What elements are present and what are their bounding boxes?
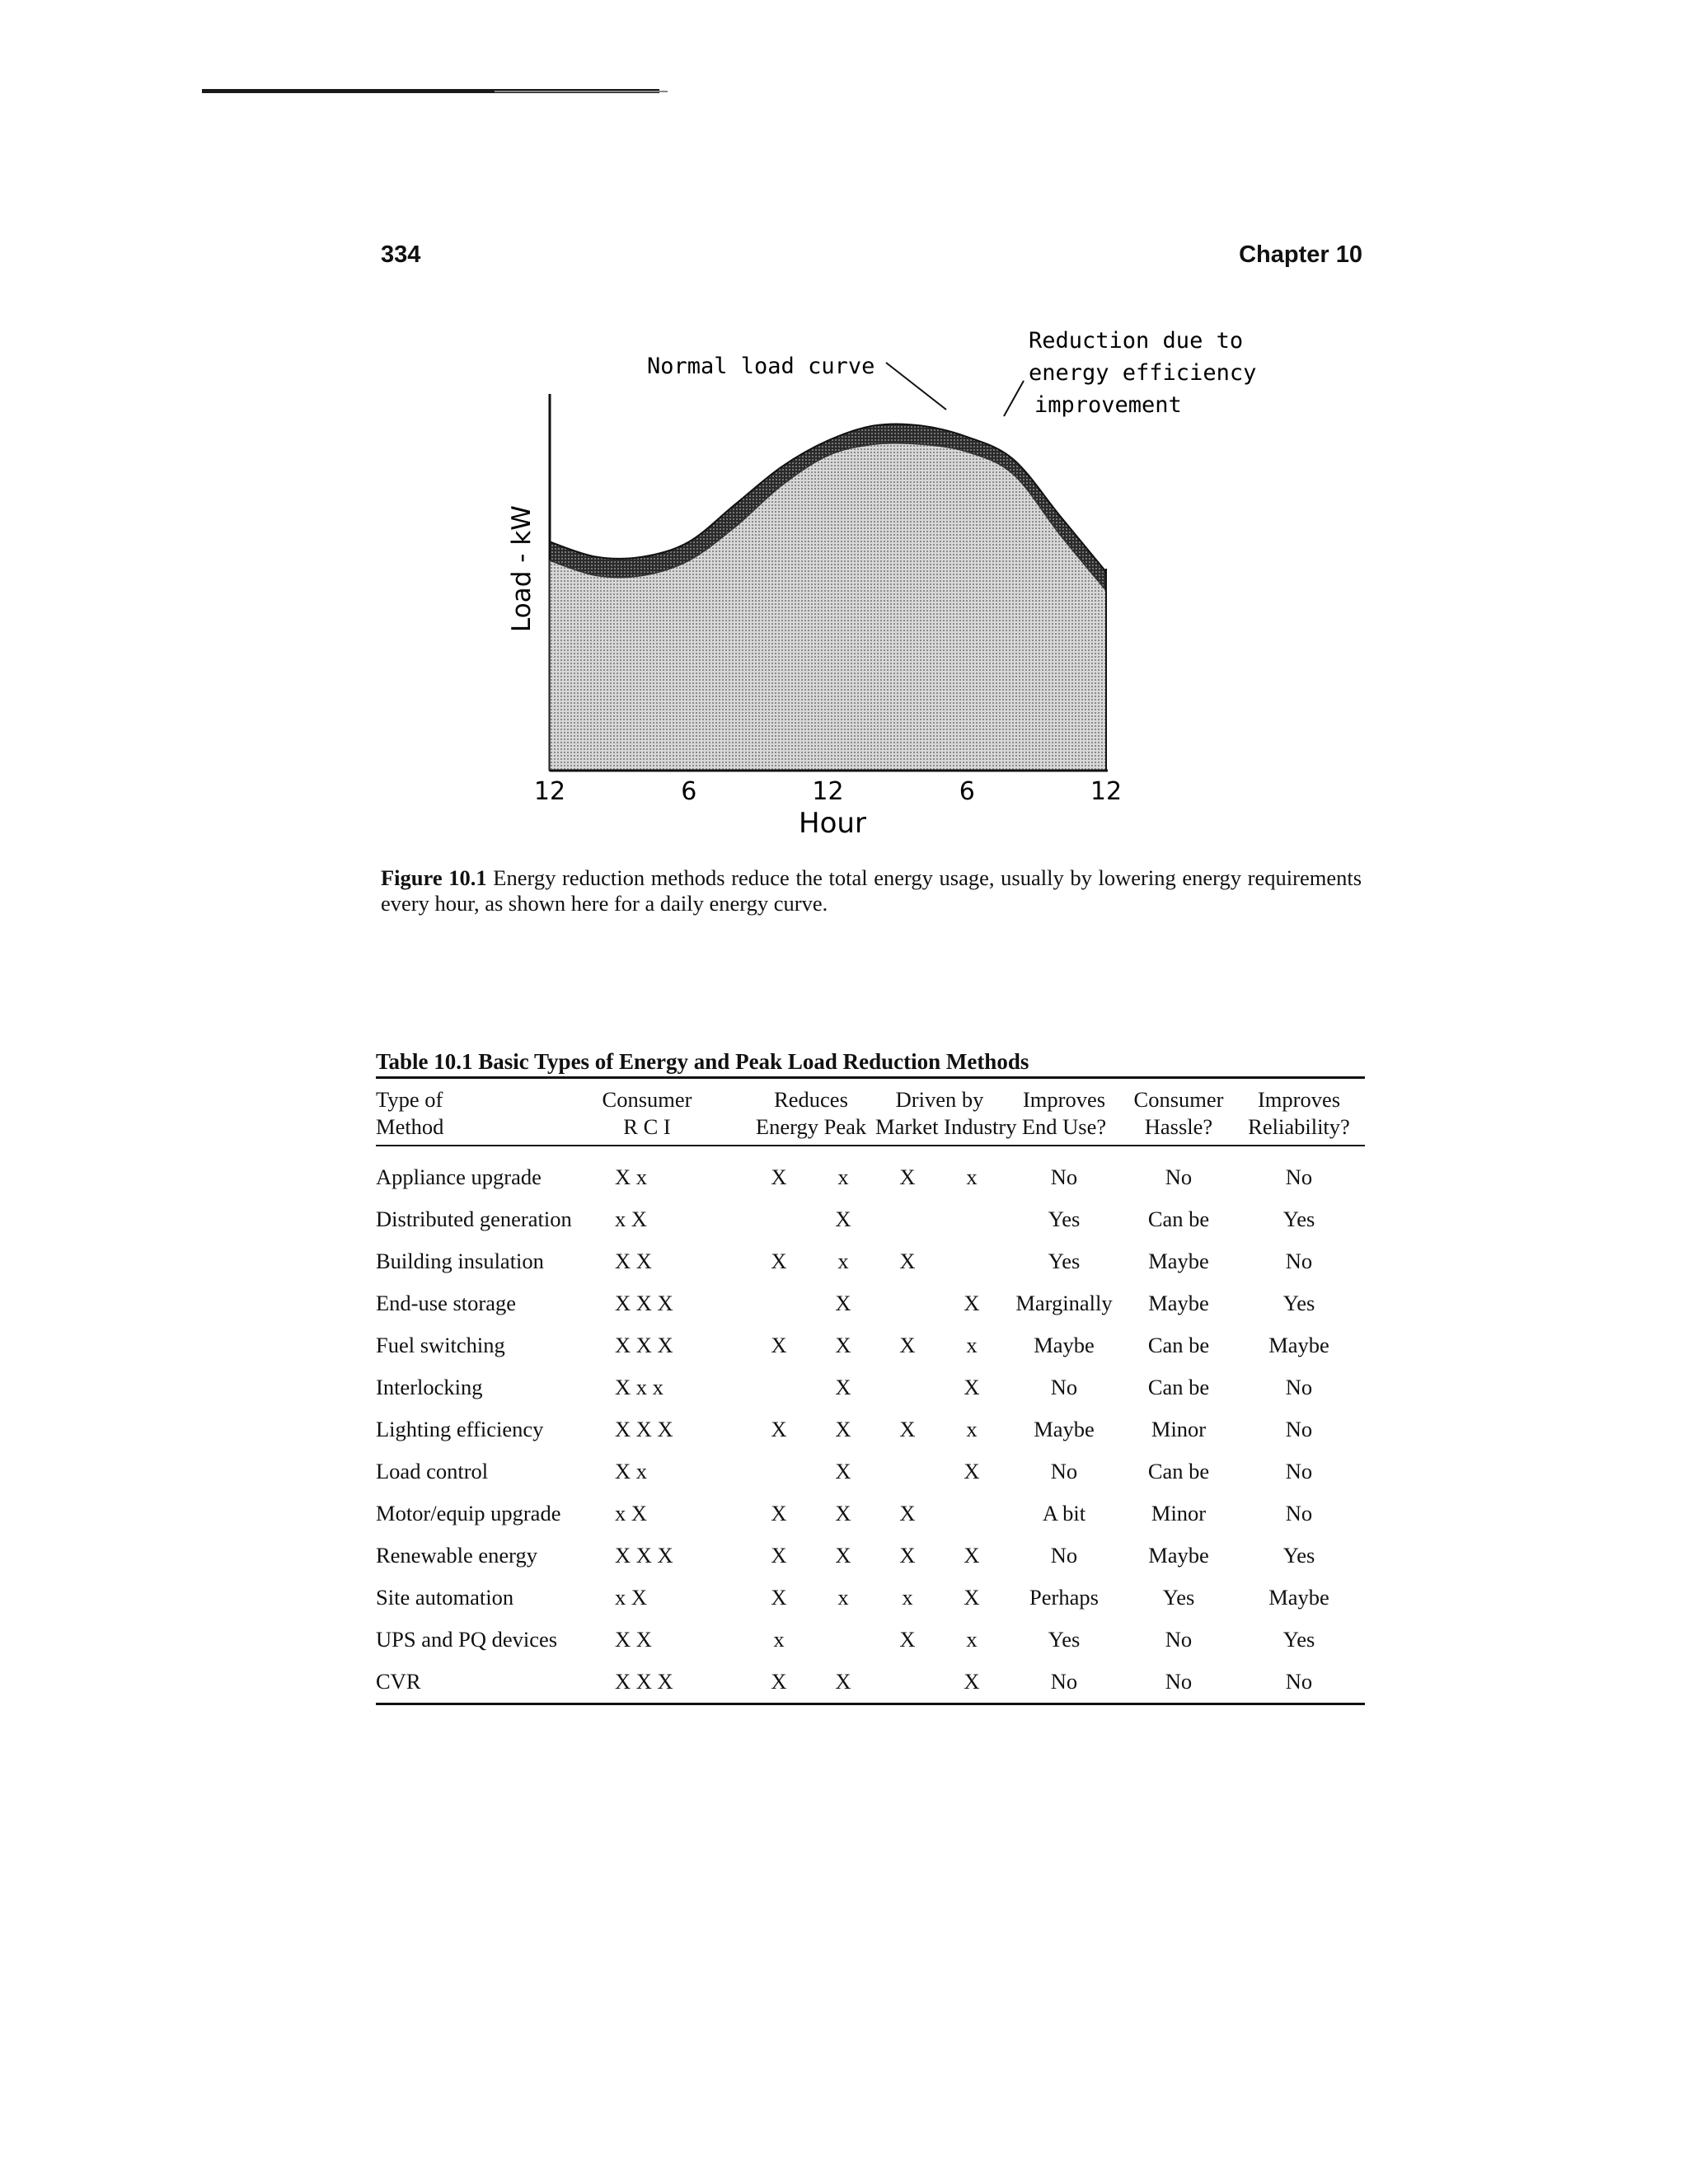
table-row <box>376 1451 1365 1493</box>
table-row <box>376 1661 1365 1704</box>
figure-caption-label: Figure 10.1 <box>381 865 487 890</box>
header-improves-reliability: Improves <box>1257 1087 1341 1112</box>
table-row <box>376 1493 1365 1535</box>
cell-consumer: X X <box>615 1627 652 1652</box>
reduction-methods-table <box>376 1047 1365 1705</box>
reduction-annotation-line1: Reduction due to <box>1029 328 1244 354</box>
cell-peak: X <box>835 1333 851 1357</box>
cell-reliability: No <box>1285 1249 1313 1273</box>
header-driven-by: Driven by <box>895 1087 984 1112</box>
cell-market <box>875 1282 940 1324</box>
header-reliability: Reliability? <box>1248 1114 1350 1139</box>
cell-industry: X <box>964 1291 980 1315</box>
cell-method: Load control <box>376 1459 489 1483</box>
table-row <box>376 1577 1365 1619</box>
cell-end-use: Yes <box>1048 1207 1081 1231</box>
cell-consumer: x X <box>615 1501 648 1526</box>
cell-market <box>875 1451 940 1493</box>
header-energy-peak: Energy Peak <box>755 1114 867 1139</box>
cell-end-use: No <box>1050 1459 1078 1483</box>
x-axis-label: Hour <box>799 807 866 840</box>
y-axis-label: Load - kW <box>507 505 537 632</box>
cell-reliability: Maybe <box>1268 1585 1329 1610</box>
cell-peak: X <box>835 1375 851 1399</box>
normal-curve-leader <box>886 363 946 410</box>
cell-peak: x <box>837 1165 849 1189</box>
cell-industry: x <box>966 1333 978 1357</box>
cell-method: Renewable energy <box>376 1543 537 1568</box>
header-hassle: Hassle? <box>1144 1114 1213 1139</box>
cell-hassle: Can be <box>1147 1459 1210 1483</box>
x-tick-label: 12 <box>1090 777 1123 806</box>
cell-reliability: No <box>1285 1501 1313 1526</box>
cell-consumer: x X <box>615 1585 648 1610</box>
chapter-title: Chapter 10 <box>1239 241 1362 268</box>
cell-industry: X <box>964 1543 980 1568</box>
header-type-of: Type of <box>376 1087 443 1112</box>
cell-industry: X <box>964 1669 980 1694</box>
cell-consumer: X X X <box>615 1669 673 1694</box>
cell-market: X <box>899 1249 916 1273</box>
cell-consumer: X x <box>615 1165 648 1189</box>
cell-energy <box>747 1451 811 1493</box>
cell-end-use: Maybe <box>1034 1333 1095 1357</box>
cell-end-use: Marginally <box>1015 1291 1113 1315</box>
cell-energy: x <box>773 1627 785 1652</box>
reduction-annotation-line3: improvement <box>1034 392 1182 418</box>
cell-hassle: Minor <box>1151 1417 1207 1441</box>
cell-energy <box>747 1282 811 1324</box>
cell-peak: x <box>837 1585 849 1610</box>
header-reduces: Reduces <box>774 1087 848 1112</box>
cell-market <box>875 1661 940 1704</box>
cell-hassle: Minor <box>1151 1501 1207 1526</box>
cell-reliability: No <box>1285 1375 1313 1399</box>
cell-reliability: No <box>1285 1417 1313 1441</box>
cell-industry: X <box>964 1459 980 1483</box>
cell-end-use: No <box>1050 1375 1078 1399</box>
cell-market: X <box>899 1333 916 1357</box>
table-row <box>376 1619 1365 1661</box>
cell-industry <box>940 1198 1004 1240</box>
cell-reliability: No <box>1285 1459 1313 1483</box>
cell-method: End-use storage <box>376 1291 516 1315</box>
cell-method: UPS and PQ devices <box>376 1627 558 1652</box>
cell-market: X <box>899 1543 916 1568</box>
header-consumer-hassle: Consumer <box>1133 1087 1224 1112</box>
header-consumer: Consumer <box>602 1087 692 1112</box>
cell-energy: X <box>771 1249 787 1273</box>
cell-method: Distributed generation <box>376 1207 572 1231</box>
cell-energy: X <box>771 1543 787 1568</box>
cell-end-use: Perhaps <box>1029 1585 1099 1610</box>
cell-reliability: No <box>1285 1669 1313 1694</box>
normal-load-curve-annotation: Normal load curve <box>647 354 875 379</box>
x-tick-label: 12 <box>533 777 566 806</box>
cell-end-use: Yes <box>1048 1627 1081 1652</box>
cell-hassle: Yes <box>1162 1585 1195 1610</box>
cell-peak: X <box>835 1543 851 1568</box>
cell-end-use: No <box>1050 1543 1078 1568</box>
cell-industry: x <box>966 1417 978 1441</box>
cell-consumer: X X X <box>615 1333 673 1357</box>
figure-caption <box>381 865 1362 916</box>
cell-energy: X <box>771 1417 787 1441</box>
cell-end-use: Maybe <box>1034 1417 1095 1441</box>
cell-market: X <box>899 1165 916 1189</box>
cell-market: X <box>899 1501 916 1526</box>
cell-industry: x <box>966 1165 978 1189</box>
cell-end-use: A bit <box>1042 1501 1086 1526</box>
cell-hassle: Maybe <box>1148 1249 1209 1273</box>
cell-consumer: X X <box>615 1249 652 1273</box>
cell-reliability: Yes <box>1282 1291 1315 1315</box>
cell-market: x <box>902 1585 913 1610</box>
table-title: Table 10.1 Basic Types of Energy and Peak Load Reduction Methods <box>376 1049 1029 1074</box>
cell-energy: X <box>771 1501 787 1526</box>
cell-peak: X <box>835 1669 851 1694</box>
cell-industry: X <box>964 1585 980 1610</box>
table-row <box>376 1146 1365 1198</box>
cell-industry: X <box>964 1375 980 1399</box>
table-row <box>376 1198 1365 1240</box>
x-tick-labels <box>534 777 1122 806</box>
table-row <box>376 1324 1365 1366</box>
cell-consumer: X X X <box>615 1543 673 1568</box>
cell-hassle: No <box>1165 1669 1193 1694</box>
cell-method: Lighting efficiency <box>376 1417 544 1441</box>
table-header-row-1 <box>376 1078 1365 1114</box>
cell-consumer: X X X <box>615 1291 673 1315</box>
cell-consumer: X x <box>615 1459 648 1483</box>
page-number: 334 <box>381 241 421 268</box>
cell-hassle: No <box>1165 1165 1193 1189</box>
cell-end-use: No <box>1050 1669 1078 1694</box>
x-tick-label: 12 <box>812 777 844 806</box>
reduction-leader <box>1004 381 1024 416</box>
cell-hassle: Can be <box>1147 1375 1210 1399</box>
cell-hassle: Can be <box>1147 1207 1210 1231</box>
cell-consumer: x X <box>615 1207 648 1231</box>
cell-energy: X <box>771 1165 787 1189</box>
cell-reliability: Yes <box>1282 1543 1315 1568</box>
header-end-use: End Use? <box>1021 1114 1107 1139</box>
cell-reliability: Maybe <box>1268 1333 1329 1357</box>
cell-market: X <box>899 1627 916 1652</box>
cell-consumer: X x x <box>615 1375 663 1399</box>
x-tick-label: 6 <box>681 777 697 806</box>
figure-caption-text: Energy reduction methods reduce the total energy usage, usually by lowering energy requirements every hour, as shown here for a daily energy curve. <box>381 865 1362 916</box>
cell-consumer: X X X <box>615 1417 673 1441</box>
cell-method: Building insulation <box>376 1249 544 1273</box>
cell-method: Fuel switching <box>376 1333 505 1357</box>
cell-peak: X <box>835 1417 851 1441</box>
header-method: Method <box>376 1114 444 1139</box>
cell-peak: X <box>835 1501 851 1526</box>
table-row <box>376 1282 1365 1324</box>
cell-peak: X <box>835 1207 851 1231</box>
load-curve-figure <box>0 0 1688 857</box>
reduced-load-area <box>550 443 1106 771</box>
cell-hassle: Can be <box>1147 1333 1210 1357</box>
cell-hassle: Maybe <box>1148 1291 1209 1315</box>
table-row <box>376 1366 1365 1408</box>
cell-market <box>875 1198 940 1240</box>
cell-peak: X <box>835 1459 851 1483</box>
cell-industry <box>940 1240 1004 1282</box>
cell-end-use: No <box>1050 1165 1078 1189</box>
cell-hassle: No <box>1165 1627 1193 1652</box>
cell-method: Motor/equip upgrade <box>376 1501 561 1526</box>
header-improves-end-use: Improves <box>1022 1087 1106 1112</box>
cell-reliability: No <box>1285 1165 1313 1189</box>
reduction-annotation-line2: energy efficiency <box>1029 360 1257 386</box>
cell-energy <box>747 1198 811 1240</box>
cell-peak: X <box>835 1291 851 1315</box>
header-market-industry: Market Industry <box>875 1114 1017 1139</box>
cell-industry: x <box>966 1627 978 1652</box>
cell-peak: x <box>837 1249 849 1273</box>
cell-method: Site automation <box>376 1585 514 1610</box>
cell-hassle: Maybe <box>1148 1543 1209 1568</box>
cell-end-use: Yes <box>1048 1249 1081 1273</box>
header-rci: R C I <box>623 1114 671 1139</box>
table-header-row-2 <box>376 1113 1365 1146</box>
cell-market: X <box>899 1417 916 1441</box>
cell-energy: X <box>771 1585 787 1610</box>
cell-method: Appliance upgrade <box>376 1165 542 1189</box>
table-row <box>376 1408 1365 1451</box>
cell-method: Interlocking <box>376 1375 483 1399</box>
cell-industry <box>940 1493 1004 1535</box>
table-row <box>376 1535 1365 1577</box>
cell-energy: X <box>771 1333 787 1357</box>
cell-market <box>875 1366 940 1408</box>
cell-reliability: Yes <box>1282 1627 1315 1652</box>
cell-method: CVR <box>376 1669 421 1694</box>
cell-peak <box>811 1619 875 1661</box>
cell-reliability: Yes <box>1282 1207 1315 1231</box>
table-row <box>376 1240 1365 1282</box>
x-tick-label: 6 <box>959 777 975 806</box>
cell-energy <box>747 1366 811 1408</box>
cell-energy: X <box>771 1669 787 1694</box>
